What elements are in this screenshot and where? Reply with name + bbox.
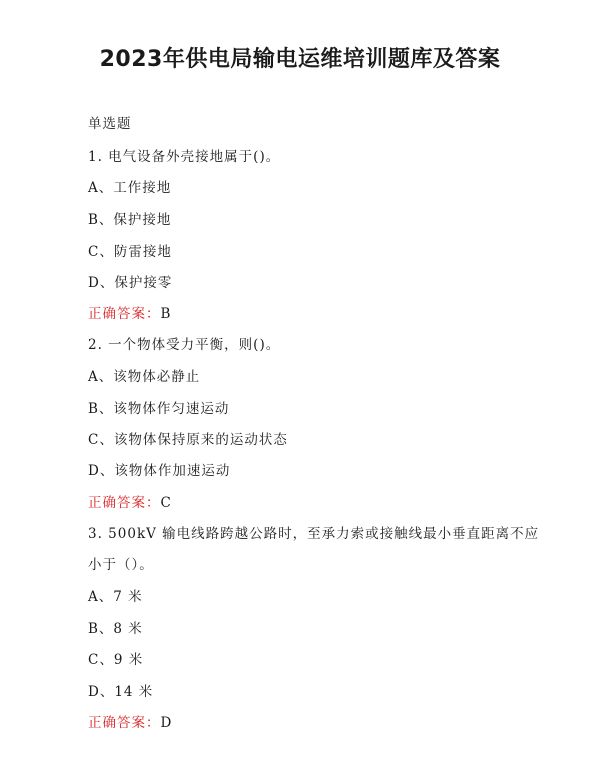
question-option: B、保护接地 <box>88 212 172 228</box>
answer-letter: B <box>160 306 172 322</box>
question-stem-continued: 小于（）。 <box>88 557 154 573</box>
answer-label: 正确答案： <box>88 495 161 511</box>
question-stem: 3. 500kV 输电线路跨越公路时，至承力索或接触线最小垂直距离不应 <box>88 526 540 542</box>
answer-label: 正确答案： <box>88 715 161 731</box>
question-option: A、7 米 <box>88 589 143 605</box>
question-option: C、防雷接地 <box>88 244 172 260</box>
question-stem: 1. 电气设备外壳接地属于()。 <box>88 149 281 165</box>
correct-answer <box>88 491 172 511</box>
answer-label: 正确答案： <box>88 306 161 322</box>
answer-letter: D <box>160 715 173 731</box>
question-option: D、14 米 <box>88 684 154 700</box>
question-option: D、该物体作加速运动 <box>88 463 231 479</box>
correct-answer <box>88 302 171 322</box>
question-option: D、保护接零 <box>88 275 173 291</box>
question-option: C、该物体保持原来的运动状态 <box>88 432 288 448</box>
correct-answer <box>88 711 172 731</box>
question-option: A、该物体必静止 <box>88 369 201 385</box>
question-option: B、8 米 <box>88 621 143 637</box>
question-option: B、该物体作匀速运动 <box>88 401 230 417</box>
document-title: 2023年供电局输电运维培训题库及答案 <box>99 47 501 72</box>
question-stem: 2. 一个物体受力平衡，则()。 <box>88 337 281 353</box>
answer-letter: C <box>160 495 172 511</box>
question-option: C、9 米 <box>88 652 144 668</box>
question-option: A、工作接地 <box>88 180 172 196</box>
section-heading: 单选题 <box>88 116 132 132</box>
